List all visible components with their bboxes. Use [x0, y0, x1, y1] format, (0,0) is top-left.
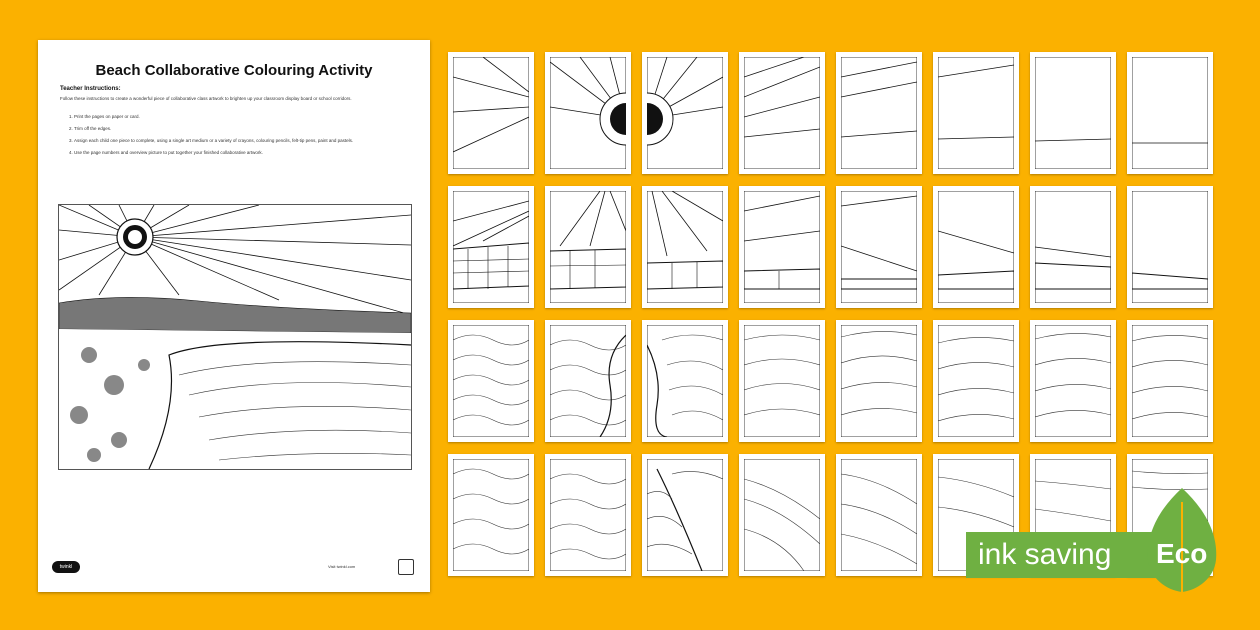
colouring-tile — [448, 320, 534, 442]
ink-saving-eco-badge — [966, 482, 1241, 598]
colouring-tile — [642, 454, 728, 576]
colouring-tile — [448, 52, 534, 174]
worksheet-title: Beach Collaborative Colouring Activity — [95, 62, 373, 79]
colouring-tile — [1127, 52, 1213, 174]
colouring-tile — [545, 454, 631, 576]
colouring-tile — [739, 454, 825, 576]
colouring-tile — [1127, 320, 1213, 442]
colouring-tile — [739, 186, 825, 308]
colouring-tile — [933, 186, 1019, 308]
step-item: 2. Trim off the edges. — [74, 126, 414, 132]
colouring-tile — [836, 454, 922, 576]
step-item: 3. Assign each child one piece to complete, using a single art medium or a variety of crayons, colouring pencils, felt-tip pens, paint and pastels. — [74, 138, 414, 144]
footer-text: Visit twinkl.com — [328, 564, 356, 569]
colouring-tile — [933, 52, 1019, 174]
colouring-tile — [1030, 52, 1116, 174]
colouring-tile — [545, 186, 631, 308]
colouring-tile — [545, 52, 631, 174]
colouring-tile — [642, 320, 728, 442]
worksheet-preview — [38, 40, 430, 592]
colouring-tile — [642, 186, 728, 308]
colouring-tile — [836, 52, 922, 174]
step-item: 1. Print the pages on paper or card. — [74, 114, 414, 120]
twinkl-logo: twinkl — [52, 561, 80, 573]
beach-colouring-picture — [58, 204, 412, 470]
colouring-tile — [545, 320, 631, 442]
colouring-tile — [836, 186, 922, 308]
eco-label: Eco — [1156, 538, 1208, 569]
colouring-tile — [448, 186, 534, 308]
instructions-heading: Teacher Instructions: — [60, 86, 121, 92]
colouring-tile — [1030, 320, 1116, 442]
step-item: 4. Use the page numbers and overview picture to put together your finished collaborative artwork. — [74, 150, 414, 156]
ink-saving-label: ink saving — [978, 538, 1112, 571]
colouring-tile — [739, 320, 825, 442]
colouring-tile — [836, 320, 922, 442]
recycle-icon — [398, 559, 414, 575]
instructions-text: Follow these instructions to create a wonderful piece of collaborative class artwork to brighten up your classroom display board or school corridors. — [60, 96, 352, 101]
colouring-tile — [1030, 186, 1116, 308]
instructions-steps — [60, 114, 414, 162]
colouring-tile — [642, 52, 728, 174]
colouring-tile — [739, 52, 825, 174]
colouring-tile — [933, 320, 1019, 442]
colouring-tile — [1127, 186, 1213, 308]
colouring-tile — [448, 454, 534, 576]
